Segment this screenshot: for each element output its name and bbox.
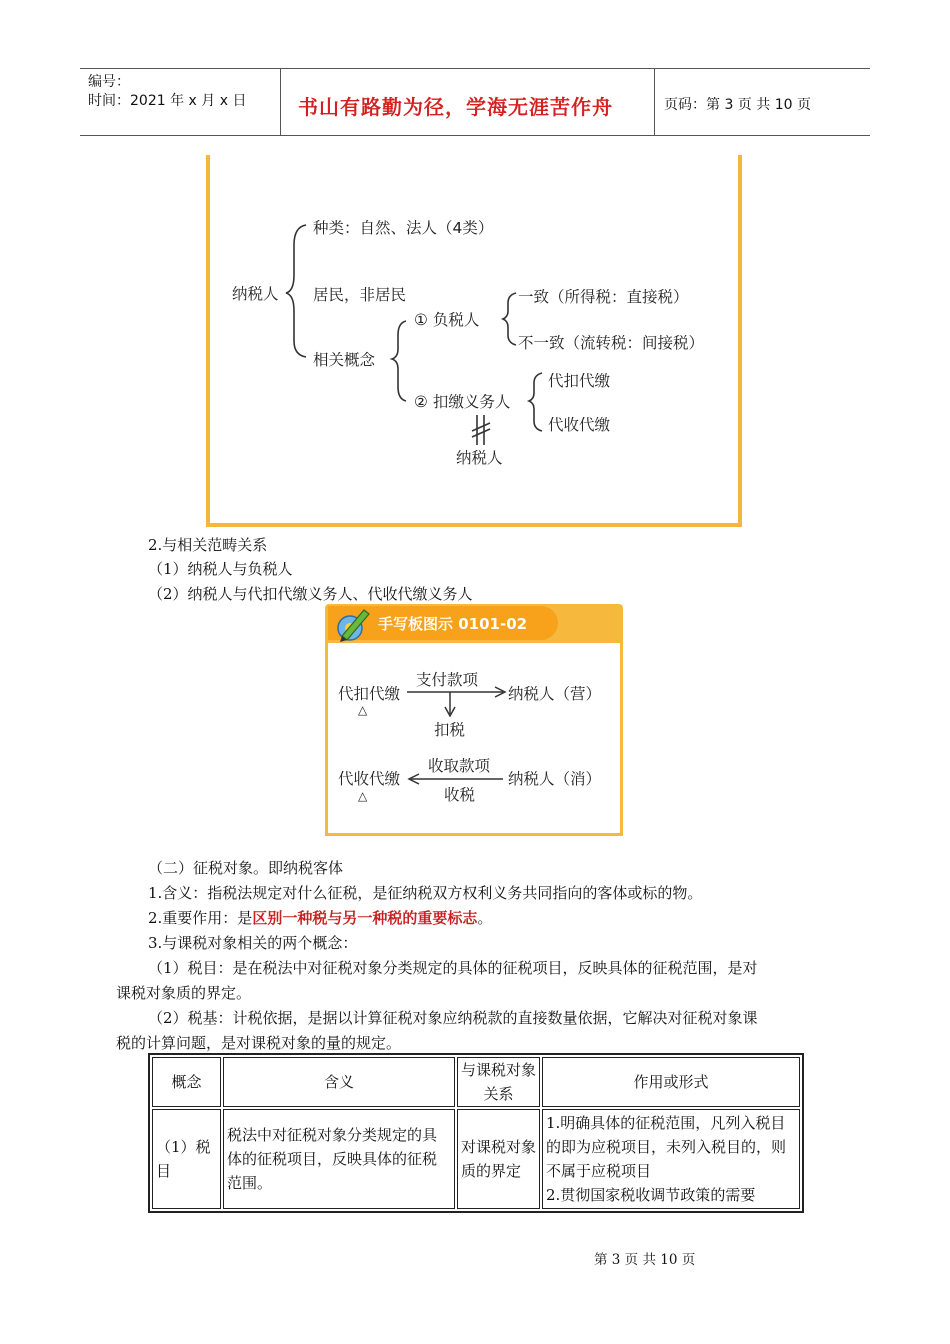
object-item-2-line-2: 税的计算问题，是对课税对象的量的规定。	[116, 1034, 402, 1052]
burden-bearer: ① 负税人	[414, 311, 480, 329]
hw-deduct: 扣税	[434, 721, 466, 739]
relation-item-1: （1）纳税人与负税人	[148, 560, 293, 578]
hw-pay: 支付款项	[416, 671, 479, 689]
hw-withhold: 代扣代缴	[338, 685, 401, 703]
relation-item-2: （2）纳税人与代扣代缴义务人、代收代缴义务人	[148, 585, 473, 603]
hw-receive: 收取款项	[428, 757, 491, 775]
hw-triangle-1: △	[358, 703, 368, 717]
withholding-agent: ② 扣缴义务人	[414, 393, 511, 411]
table-cell-role: 1.明确具体的征税范围，凡列入税目的即为应税项目，未列入税目的，则不属于应税项目 2.贯彻国家税收调节政策的需要	[542, 1109, 800, 1209]
taxpayer-kind: 种类：自然、法人（4类）	[313, 219, 494, 237]
object-role	[148, 908, 492, 928]
header-divider	[654, 68, 655, 136]
consistent-case: 一致（所得税：直接税）	[518, 288, 689, 306]
hw-collect-tax: 收税	[444, 786, 476, 804]
page-label: 页码：第 3 页 共 10 页	[664, 97, 811, 113]
object-item-1-line-2: 课税对象质的界定。	[116, 984, 252, 1002]
table-cell-relation: 对课税对象质的界定	[457, 1109, 540, 1209]
taxpayer-bottom: 纳税人	[456, 449, 503, 467]
page-footer: 第 3 页 共 10 页	[594, 1252, 696, 1268]
table-cell-meaning: 税法中对征税对象分类规定的具体的征税项目，反映具体的征税范围。	[223, 1109, 455, 1209]
taxpayer-root: 纳税人	[232, 285, 279, 303]
date-label: 时间：2021 年 x 月 x 日	[88, 93, 247, 109]
handwriting-banner-title: 手写板图示 0101-02	[378, 615, 528, 633]
object-meaning: 1.含义：指税法规定对什么征税，是征纳税双方权利义务共同指向的客体或标的物。	[148, 884, 703, 902]
tax-item-table	[148, 1053, 804, 1213]
collect-label: 代收代缴	[548, 416, 611, 434]
hw-collect: 代收代缴	[338, 770, 401, 788]
table-header-cell: 与课税对象关系	[457, 1057, 540, 1107]
pencil-icon	[332, 604, 374, 644]
header-top-border	[80, 68, 870, 69]
table-cell-concept: （1）税目	[152, 1109, 221, 1209]
taxpayer-related: 相关概念	[313, 351, 376, 369]
object-item-2-line-1: （2）税基：计税依据，是据以计算征税对象应纳税款的直接数量依据，它解决对征税对象课	[148, 1009, 758, 1027]
table-header-row	[152, 1057, 800, 1107]
taxpayer-residency: 居民，非居民	[313, 286, 407, 304]
withhold-label: 代扣代缴	[548, 372, 611, 390]
object-concepts: 3.与课税对象相关的两个概念：	[148, 934, 358, 952]
table-header-cell: 概念	[152, 1057, 221, 1107]
relation-heading: 2.与相关范畴关系	[148, 536, 268, 554]
inconsistent-case: 不一致（流转税：间接税）	[518, 334, 705, 352]
object-role-suffix: 。	[477, 909, 493, 927]
object-item-1-line-1: （1）税目：是在税法中对征税对象分类规定的具体的征税项目，反映具体的征税范围，是对	[148, 959, 758, 977]
header-divider	[280, 68, 281, 136]
table-row	[152, 1109, 800, 1209]
hw-taxpayer-consumption: 纳税人（消）	[508, 770, 602, 788]
motto: 书山有路勤为径，学海无涯苦作舟	[298, 95, 613, 119]
header-bottom-border	[80, 135, 870, 136]
table-header-cell: 含义	[223, 1057, 455, 1107]
serial-label: 编号：	[88, 74, 130, 90]
hw-triangle-2: △	[358, 789, 368, 803]
object-heading: （二）征税对象。即纳税客体	[148, 859, 344, 877]
object-role-prefix: 2.重要作用：是	[148, 909, 253, 927]
table-header-cell: 作用或形式	[542, 1057, 800, 1107]
hw-taxpayer-business: 纳税人（营）	[508, 685, 602, 703]
object-role-emphasis: 区别一种税与另一种税的重要标志	[252, 909, 478, 927]
